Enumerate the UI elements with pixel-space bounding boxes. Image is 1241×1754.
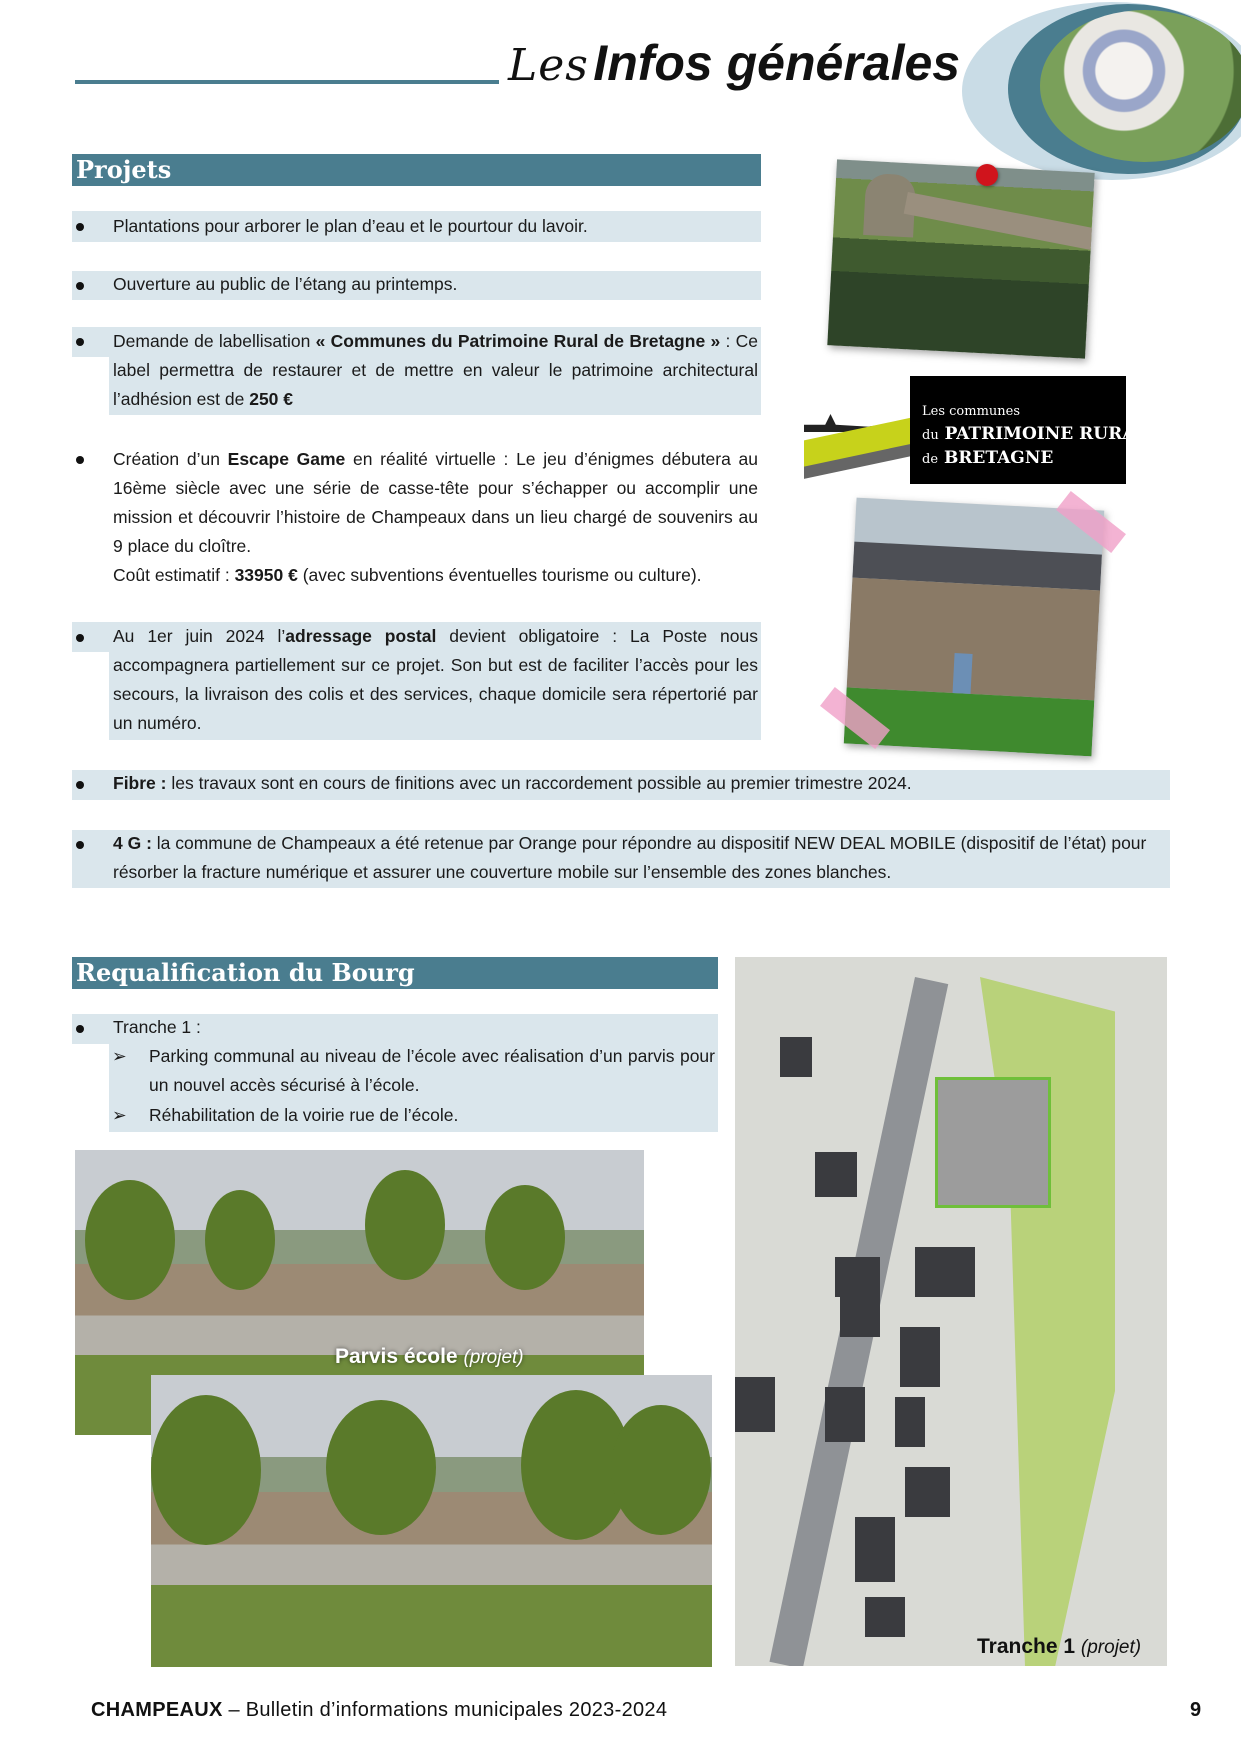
caption-tranche-plan: Tranche 1 (projet) bbox=[977, 1635, 1142, 1658]
bullet-dot-icon bbox=[76, 1025, 84, 1033]
caption-parvis: Parvis école (projet) bbox=[335, 1345, 524, 1368]
pushpin-icon bbox=[976, 164, 998, 186]
list-item-plantations: Plantations pour arborer le plan d’eau et le pourtour du lavoir. bbox=[113, 216, 588, 236]
subitem-parking: Parking communal au niveau de l’école avec réalisation d’un parvis pour un nouvel accès sécurisé à l’école. bbox=[149, 1046, 715, 1095]
bullet-dot-icon bbox=[76, 781, 84, 789]
arrow-bullet-icon: ➢ bbox=[112, 1046, 127, 1066]
page-title-prefix: Les bbox=[508, 40, 589, 91]
tranche-plan-map bbox=[735, 957, 1167, 1666]
plan-parking bbox=[935, 1077, 1051, 1208]
logo-text-block bbox=[910, 376, 1148, 484]
header-rule bbox=[75, 80, 499, 84]
logo-line-1: Les communes bbox=[922, 404, 1021, 419]
subitem-voirie: Réhabilitation de la voirie rue de l’école. bbox=[149, 1105, 459, 1125]
bullet-dot-icon bbox=[76, 634, 84, 642]
list-item-4g: 4 G : la commune de Champeaux a été retenue par Orange pour répondre au dispositif NEW DEAL MOBILE (dispositif de l’état) pour résorber la fracture numérique et assurer une couverture mobile sur l’ensemble des zones blanches. bbox=[113, 833, 1147, 882]
list-item-escape-game: Création d’un Escape Game en réalité virtuelle : Le jeu d’énigmes débutera au 16ème siècle avec une série de casse-tête pour s’échapper ou accomplir une mission et découvrir l’histoire de Champeaux dans un lieu chargé de souvenirs au 9 place du cloître. Coût estimatif : 33950 € (avec subventions éventuelles tourisme ou culture). bbox=[113, 449, 759, 585]
lavoir-wall bbox=[904, 192, 1095, 250]
school-render-image bbox=[151, 1375, 712, 1667]
list-item-adressage: Au 1er juin 2024 l’adressage postal devient obligatoire : La Poste nous accompagnera partiellement sur ce projet. Son but est de faciliter l’accès pour les secours, la livraison des colis et des services, chaque domicile sera répertorié par un numéro. bbox=[113, 626, 758, 733]
logo-line-3: de BRETAGNE bbox=[922, 448, 1054, 468]
logo-line-2: du PATRIMOINE RURAL bbox=[922, 424, 1148, 444]
stone-house-photo bbox=[844, 498, 1105, 757]
list-item-etang: Ouverture au public de l’étang au printemps. bbox=[113, 274, 458, 294]
patrimoine-rural-logo bbox=[804, 376, 1148, 484]
tranche-label: Tranche 1 : bbox=[113, 1017, 201, 1037]
page-title-main: Infos générales bbox=[593, 35, 961, 91]
lavoir-photo bbox=[827, 159, 1094, 358]
footer-text: CHAMPEAUX – Bulletin d’informations municipales 2023-2024 bbox=[91, 1699, 668, 1721]
section-heading-projets: Projets bbox=[72, 154, 761, 186]
bullet-dot-icon bbox=[76, 223, 84, 231]
bullet-dot-icon bbox=[76, 841, 84, 849]
logo-graphic bbox=[804, 376, 910, 484]
page-number: 9 bbox=[1190, 1699, 1202, 1721]
list-item-fibre: Fibre : les travaux sont en cours de finitions avec un raccordement possible au premier trimestre 2024. bbox=[113, 773, 912, 793]
arrow-bullet-icon: ➢ bbox=[112, 1105, 127, 1125]
section-heading-requalification: Requalification du Bourg bbox=[72, 957, 718, 989]
door bbox=[953, 653, 973, 694]
passion-flower-photo bbox=[1040, 10, 1241, 162]
bullet-dot-icon bbox=[76, 338, 84, 346]
page-title bbox=[508, 34, 960, 92]
bullet-dot-icon bbox=[76, 282, 84, 290]
bullet-dot-icon bbox=[76, 456, 84, 464]
list-item-labellisation: Demande de labellisation « Communes du Patrimoine Rural de Bretagne » : Ce label permettra de restaurer et de mettre en valeur le patrimoine architectural l’adhésion est de 250 € bbox=[113, 331, 758, 409]
